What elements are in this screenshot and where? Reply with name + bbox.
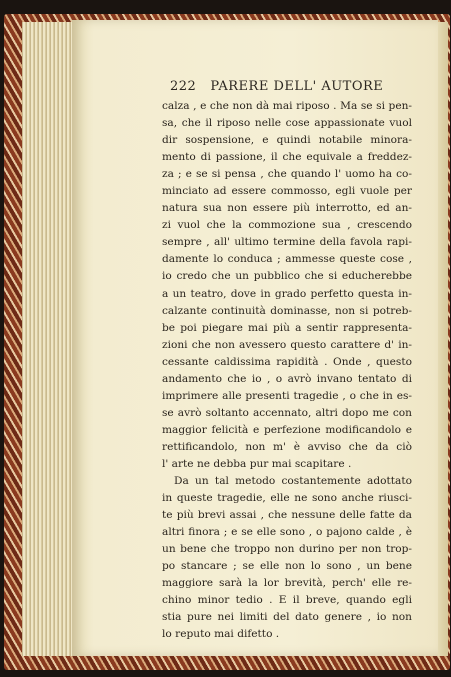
- text-line: zioni che non avessero questo carattere d' in-: [162, 338, 412, 351]
- paragraph: [162, 98, 412, 473]
- text-line: dir sospensione, e quindi notabile minora-: [162, 134, 412, 147]
- body-text: [162, 98, 412, 644]
- text-line: lo reputo mai difetto .: [162, 628, 280, 641]
- text-line: maggior felicità e perfezione modificandolo e: [162, 423, 412, 436]
- text-line: l' arte ne debba pur mai scapitare .: [162, 457, 352, 470]
- page-edges: [22, 22, 75, 656]
- text-line: cessante caldissima rapidità . Onde , questo: [162, 355, 412, 368]
- text-line: maggiore sarà la lor brevità, perch' elle re-: [162, 577, 412, 590]
- text-line: be poi piegare mai più a sentir rappresenta-: [162, 321, 412, 334]
- text-line: damente lo conduca ; ammesse queste cose ,: [162, 253, 412, 266]
- text-line: zi vuol che la commozione sua , crescendo: [162, 219, 412, 232]
- text-line: calza , e che non dà mai riposo . Ma se si pen-: [162, 100, 412, 112]
- text-line: rettificandolo, non m' è avviso che da ciò: [162, 440, 412, 453]
- text-line: po stancare ; se elle non lo sono , un bene: [162, 560, 412, 573]
- text-line: chino minor tedio . E il breve, quando egli: [162, 594, 412, 607]
- running-header: [170, 79, 384, 97]
- running-title: PARERE DELL' AUTORE: [210, 79, 384, 94]
- text-line: minciato ad essere commosso, egli vuole per: [162, 185, 412, 198]
- paragraph: [162, 473, 412, 643]
- text-line: a un teatro, dove in grado perfetto questa in-: [162, 287, 412, 300]
- text-line: stia pure nei limiti del dato genere , io non: [162, 611, 412, 624]
- text-line: io credo che un pubblico che si educherebbe: [162, 270, 412, 283]
- text-line: mento di passione, il che equivale a freddez-: [162, 151, 412, 164]
- text-line: altri finora ; e se elle sono , o pajono calde , è: [162, 526, 412, 539]
- text-line: sempre , all' ultimo termine della favola rapi-: [162, 236, 412, 249]
- text-line: andamento che io , o avrò invano tentato di: [162, 372, 412, 385]
- text-line: za ; e se si pensa , che quando l' uomo ha co-: [162, 168, 412, 181]
- text-line: te più brevi assai , che nessune delle fatte da: [162, 509, 412, 522]
- text-line: un bene che troppo non durino per non trop-: [162, 543, 412, 556]
- text-line: imprimere alle presenti tragedie , o che in es-: [162, 389, 412, 402]
- text-line: sa, che il riposo nelle cose appassionate vuol: [162, 117, 412, 130]
- text-line: natura sua non essere più interrotto, ed an-: [162, 202, 412, 215]
- text-line: calzante continuità dominasse, non si potreb-: [162, 304, 412, 317]
- text-line: Da un tal metodo costantemente adottato: [174, 475, 412, 488]
- text-line: se avrò soltanto accennato, altri dopo me con: [162, 406, 412, 419]
- page-number: 222: [170, 79, 197, 94]
- text-line: in queste tragedie, elle ne sono anche riusci-: [162, 492, 412, 505]
